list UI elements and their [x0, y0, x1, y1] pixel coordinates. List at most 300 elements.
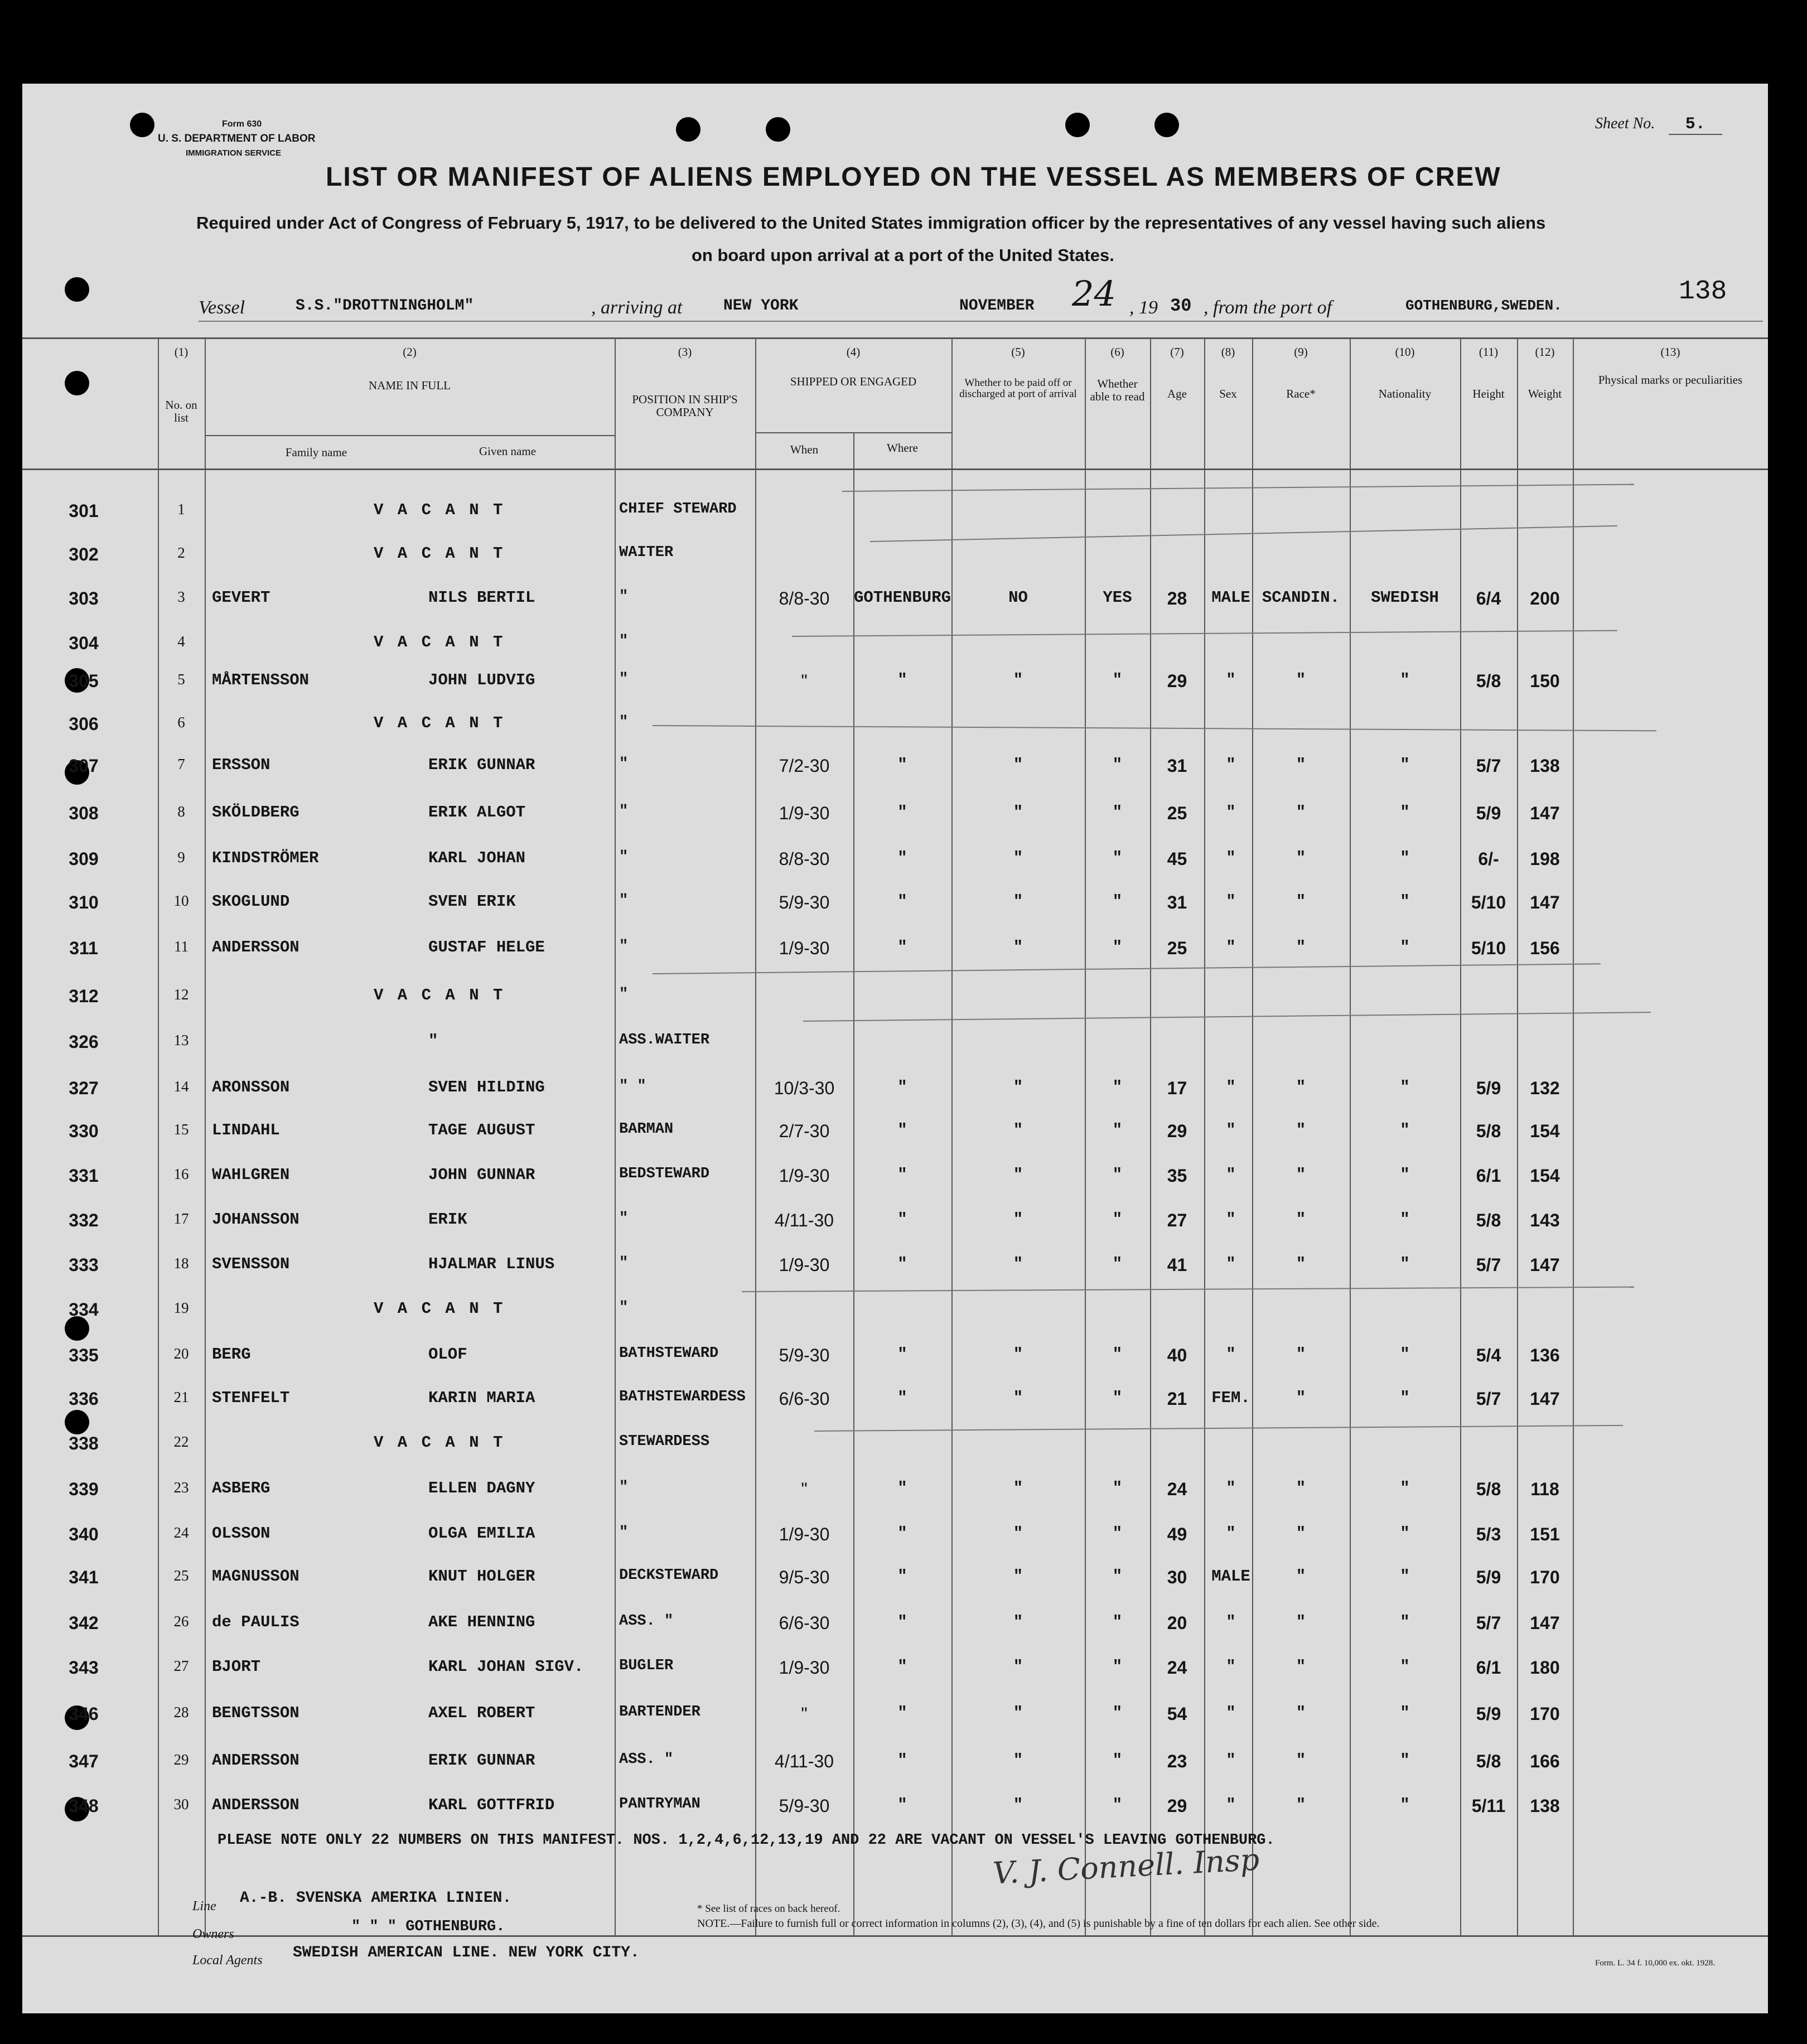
table-row — [22, 1389, 1768, 1411]
cell-paid: " — [1013, 1389, 1023, 1407]
arrival-year: 30 — [1170, 296, 1192, 316]
table-row — [22, 756, 1768, 778]
col9-header: Race* — [1286, 387, 1316, 400]
cell-when: 1/9-30 — [779, 1524, 830, 1544]
cell-margin: 347 — [69, 1751, 99, 1771]
cell-vacant: V A C A N T — [374, 633, 505, 651]
cell-no: 20 — [173, 1345, 189, 1362]
table-row — [22, 1567, 1768, 1589]
cell-given: HJALMAR LINUS — [428, 1255, 555, 1273]
vacancy-note: PLEASE NOTE ONLY 22 NUMBERS ON THIS MANIFEST. NOS. 1,2,4,6,12,13,19 AND 22 ARE VACANT ON VESSEL'S LEAVING GOTHENBURG. — [218, 1832, 1275, 1849]
cell-where: " — [897, 756, 907, 774]
cell-height: 5/3 — [1476, 1524, 1501, 1544]
cell-age: 24 — [1167, 1479, 1187, 1499]
cell-given: JOHN GUNNAR — [428, 1166, 535, 1184]
cell-given: ERIK — [428, 1210, 467, 1229]
cell-where: " — [897, 938, 907, 956]
cell-vacant: V A C A N T — [374, 1299, 505, 1318]
table-row — [22, 1751, 1768, 1774]
cell-margin: 310 — [69, 892, 99, 912]
table-row — [22, 1345, 1768, 1368]
cell-race: " — [1296, 1210, 1306, 1229]
cell-paid: " — [1013, 1658, 1023, 1676]
cell-read: " — [1112, 1479, 1123, 1497]
table-row — [22, 1704, 1768, 1726]
cell-position: DECKSTEWARD — [619, 1567, 719, 1584]
col3-header: POSITION IN SHIP'S COMPANY — [632, 393, 738, 419]
cell-position: STEWARDESS — [619, 1433, 710, 1450]
inspector-signature: V. J. Connell. Insp — [992, 1842, 1260, 1891]
cell-weight: 180 — [1530, 1658, 1560, 1678]
cell-nat: " — [1400, 1078, 1410, 1096]
cell-nat: " — [1400, 1345, 1410, 1364]
table-row — [22, 1299, 1768, 1322]
cell-race: " — [1296, 1613, 1306, 1631]
cell-where: " — [897, 671, 907, 689]
cell-where: " — [897, 1796, 907, 1814]
col13-number: (13) — [1660, 345, 1680, 359]
cell-position: " — [619, 1524, 629, 1541]
cell-family: de PAULIS — [212, 1613, 299, 1631]
cell-position: PANTRYMAN — [619, 1796, 700, 1813]
cell-no: 5 — [177, 671, 185, 688]
cell-position: " — [619, 938, 629, 955]
cell-position: CHIEF STEWARD — [619, 501, 737, 518]
cell-weight: 166 — [1530, 1751, 1560, 1771]
cell-where: " — [897, 1121, 907, 1139]
cell-given: SVEN ERIK — [428, 892, 516, 911]
col2-header: NAME IN FULL — [369, 379, 451, 392]
cell-height: 5/9 — [1476, 1567, 1501, 1587]
table-row — [22, 714, 1768, 736]
cell-read: " — [1112, 1210, 1123, 1229]
col6-number: (6) — [1110, 345, 1124, 359]
cell-no: 8 — [177, 803, 185, 820]
cell-paid: " — [1013, 1210, 1023, 1229]
cell-read: " — [1112, 1389, 1123, 1407]
cell-family: GEVERT — [212, 588, 270, 607]
col7-number: (7) — [1170, 345, 1184, 359]
cell-race: " — [1296, 1121, 1306, 1139]
cell-sex: " — [1226, 756, 1236, 774]
cell-when: 4/11-30 — [774, 1210, 834, 1230]
owners-label: Owners — [192, 1927, 234, 1941]
service-label: IMMIGRATION SERVICE — [186, 148, 282, 158]
cell-height: 5/9 — [1476, 1704, 1501, 1724]
cell-sex: " — [1226, 1524, 1236, 1543]
cell-position: BATHSTEWARD — [619, 1345, 719, 1362]
cell-position: " — [619, 1210, 629, 1227]
cell-margin: 309 — [69, 849, 99, 869]
cell-margin: 327 — [69, 1078, 99, 1098]
cell-given: TAGE AUGUST — [428, 1121, 535, 1139]
line-label: Line — [192, 1899, 216, 1913]
pencil-line — [742, 1287, 1634, 1292]
table-row — [22, 588, 1768, 611]
arrival-month: NOVEMBER — [959, 297, 1035, 315]
cell-position: BARTENDER — [619, 1704, 700, 1721]
cell-nat: " — [1400, 1751, 1410, 1770]
cell-height: 5/11 — [1471, 1796, 1506, 1816]
cell-race: " — [1296, 1479, 1306, 1497]
cell-age: 31 — [1167, 756, 1187, 776]
col2-number: (2) — [403, 345, 417, 359]
cell-sex: FEM. — [1211, 1389, 1250, 1407]
cell-no: 14 — [173, 1078, 189, 1095]
cell-where: " — [897, 1479, 907, 1497]
cell-sex: " — [1226, 1210, 1236, 1229]
cell-height: 5/8 — [1476, 1121, 1501, 1141]
cell-family: BJORT — [212, 1658, 261, 1676]
cell-margin: 306 — [69, 714, 99, 734]
cell-height: 5/7 — [1476, 1255, 1501, 1275]
cell-age: 41 — [1167, 1255, 1187, 1275]
col1-number: (1) — [174, 345, 189, 359]
table-row — [22, 1479, 1768, 1501]
cell-family: SKOGLUND — [212, 892, 290, 911]
cell-given: KARIN MARIA — [428, 1389, 535, 1407]
cell-family: ASBERG — [212, 1479, 270, 1497]
table-row — [22, 892, 1768, 915]
cell-weight: 151 — [1530, 1524, 1560, 1544]
cell-weight: 150 — [1530, 671, 1560, 691]
cell-read: " — [1112, 756, 1123, 774]
department-label: U. S. DEPARTMENT OF LABOR — [158, 133, 316, 144]
cell-weight: 170 — [1530, 1704, 1560, 1724]
cell-margin: 330 — [69, 1121, 99, 1141]
cell-paid: " — [1013, 1345, 1023, 1364]
col12-number: (12) — [1535, 345, 1555, 359]
cell-position: " — [619, 803, 629, 820]
cell-race: " — [1296, 1389, 1306, 1407]
cell-age: 20 — [1167, 1613, 1187, 1633]
col4-number: (4) — [846, 345, 861, 359]
cell-no: 28 — [173, 1704, 189, 1721]
cell-where: " — [897, 1389, 907, 1407]
cell-family: OLSSON — [212, 1524, 270, 1543]
cell-when: " — [801, 671, 808, 691]
cell-margin: 304 — [69, 633, 99, 653]
cell-sex: " — [1226, 1078, 1236, 1096]
cell-read: " — [1112, 1658, 1123, 1676]
cell-age: 54 — [1167, 1704, 1187, 1724]
cell-margin: 346 — [69, 1704, 99, 1724]
cell-when: 4/11-30 — [774, 1751, 834, 1771]
agents-value: SWEDISH AMERICAN LINE. NEW YORK CITY. — [293, 1944, 640, 1961]
table-row — [22, 1796, 1768, 1818]
cell-sex: " — [1226, 1121, 1236, 1139]
cell-given: " — [428, 1032, 438, 1050]
cell-paid: " — [1013, 1613, 1023, 1631]
cell-nat: " — [1400, 1479, 1410, 1497]
table-row — [22, 986, 1768, 1008]
cell-margin: 332 — [69, 1210, 99, 1230]
cell-nat: " — [1400, 892, 1410, 911]
cell-paid: " — [1013, 1121, 1023, 1139]
cell-weight: 200 — [1530, 588, 1560, 608]
cell-no: 25 — [173, 1567, 189, 1584]
cell-position: " — [619, 1479, 629, 1496]
cell-margin: 303 — [69, 588, 99, 608]
cell-weight: 154 — [1530, 1121, 1560, 1141]
subtitle-line-1: Required under Act of Congress of February 5, 1917, to be delivered to the United States immigration officer by the representatives of any vessel having such aliens — [196, 213, 1546, 233]
cell-race: " — [1296, 803, 1306, 822]
cell-position: " — [619, 892, 629, 909]
cell-family: STENFELT — [212, 1389, 290, 1407]
cell-height: 5/10 — [1471, 938, 1506, 958]
cell-when: 6/6-30 — [779, 1613, 830, 1633]
cell-no: 30 — [173, 1796, 189, 1813]
cell-given: KARL GOTTFRID — [428, 1796, 555, 1814]
cell-when: 10/3-30 — [774, 1078, 835, 1098]
cell-vacant: V A C A N T — [374, 501, 505, 519]
cell-no: 15 — [173, 1121, 189, 1138]
cell-vacant: V A C A N T — [374, 544, 505, 563]
footer-rule — [22, 1935, 1768, 1937]
punch-hole — [65, 1410, 89, 1434]
col12-header: Weight — [1528, 387, 1562, 400]
cell-margin: 342 — [69, 1613, 99, 1633]
cell-sex: " — [1226, 803, 1236, 822]
cell-when: 6/6-30 — [779, 1389, 830, 1409]
cell-given: SVEN HILDING — [428, 1078, 545, 1096]
cell-weight: 136 — [1530, 1345, 1560, 1365]
arrival-port: NEW YORK — [723, 297, 799, 315]
owners-value: " " " GOTHENBURG. — [351, 1919, 505, 1935]
year-prefix: , 19 — [1129, 297, 1158, 318]
cell-sex: " — [1226, 849, 1236, 867]
cell-margin: 305 — [69, 671, 99, 691]
cell-read: " — [1112, 1751, 1123, 1770]
cell-paid: " — [1013, 849, 1023, 867]
cell-weight: 156 — [1530, 938, 1560, 958]
cell-family: ANDERSSON — [212, 1796, 299, 1814]
port-label: , from the port of — [1204, 297, 1332, 318]
cell-given: KNUT HOLGER — [428, 1567, 535, 1586]
col8-number: (8) — [1221, 345, 1235, 359]
cell-margin: 336 — [69, 1389, 99, 1409]
arrival-day: 24 — [1072, 273, 1116, 314]
cell-nat: " — [1400, 803, 1410, 822]
cell-height: 5/4 — [1476, 1345, 1501, 1365]
col4-when-header: When — [790, 443, 819, 456]
cell-read: " — [1112, 1567, 1123, 1586]
cell-sex: " — [1226, 1796, 1236, 1814]
col13-header: Physical marks or peculiarities — [1598, 373, 1743, 386]
cell-position: " — [619, 671, 629, 688]
cell-read: " — [1112, 1524, 1123, 1543]
cell-race: " — [1296, 938, 1306, 956]
table-row — [22, 544, 1768, 567]
punch-hole — [130, 113, 154, 137]
cell-margin: 341 — [69, 1567, 99, 1587]
cell-sex: " — [1226, 1658, 1236, 1676]
cell-where: " — [897, 1613, 907, 1631]
cell-margin: 308 — [69, 803, 99, 823]
cell-sex: MALE — [1211, 588, 1250, 607]
pencil-line — [653, 963, 1601, 974]
cell-family: MÅRTENSSON — [212, 671, 310, 689]
cell-paid: " — [1013, 1479, 1023, 1497]
table-row — [22, 1433, 1768, 1456]
cell-position: " — [619, 588, 629, 605]
cell-weight: 118 — [1530, 1479, 1559, 1499]
cell-sex: " — [1226, 938, 1236, 956]
cell-read: " — [1112, 1796, 1123, 1814]
cell-age: 29 — [1167, 1796, 1187, 1816]
cell-read: " — [1112, 1078, 1123, 1096]
cell-read: " — [1112, 1166, 1123, 1184]
cell-family: MAGNUSSON — [212, 1567, 299, 1586]
cell-position: WAITER — [619, 544, 674, 561]
cell-height: 5/8 — [1476, 1479, 1501, 1499]
table-row — [22, 1121, 1768, 1143]
col7-header: Age — [1167, 387, 1187, 400]
cell-paid: " — [1013, 1704, 1023, 1722]
cell-sex: " — [1226, 892, 1236, 911]
cell-where: " — [897, 892, 907, 911]
table-row — [22, 501, 1768, 523]
cell-no: 21 — [173, 1389, 189, 1405]
cell-family: ANDERSSON — [212, 938, 299, 956]
punch-hole — [65, 277, 89, 302]
cell-where: " — [897, 1210, 907, 1229]
cell-nat: " — [1400, 1210, 1410, 1229]
cell-nat: " — [1400, 938, 1410, 956]
cell-when: " — [801, 1704, 808, 1724]
cell-paid: " — [1013, 1255, 1023, 1273]
cell-height: 5/9 — [1476, 803, 1501, 823]
cell-nat: " — [1400, 1524, 1410, 1543]
cell-given: KARL JOHAN SIGV. — [428, 1658, 584, 1676]
cell-when: 5/9-30 — [779, 892, 830, 912]
cell-when: 1/9-30 — [779, 1255, 830, 1275]
cell-height: 5/7 — [1476, 1389, 1501, 1409]
cell-age: 24 — [1167, 1658, 1187, 1678]
cell-no: 22 — [173, 1433, 189, 1450]
subtitle-line-2: on board upon arrival at a port of the United States. — [692, 245, 1114, 265]
penalty-note: NOTE.—Failure to furnish full or correct information in columns (2), (3), (4), and (5) is punishable by a fine of ten dollars for each alien. See other side. — [697, 1917, 1380, 1930]
arriving-label: , arriving at — [591, 297, 683, 318]
cell-no: 2 — [177, 544, 185, 561]
cell-position: " — [619, 849, 629, 866]
table-row — [22, 633, 1768, 655]
cell-read: " — [1112, 1255, 1123, 1273]
cell-paid: " — [1013, 1796, 1023, 1814]
col10-number: (10) — [1395, 345, 1415, 359]
header-bottom-rule — [22, 468, 1768, 470]
cell-sex: " — [1226, 1479, 1236, 1497]
cell-race: " — [1296, 1345, 1306, 1364]
cell-family: LINDAHL — [212, 1121, 280, 1139]
cell-read: " — [1112, 1704, 1123, 1722]
cell-no: 7 — [177, 756, 185, 772]
cell-when: 7/2-30 — [779, 756, 830, 776]
name-sub-rule — [205, 435, 615, 436]
cell-given: OLGA EMILIA — [428, 1524, 535, 1543]
cell-family: JOHANSSON — [212, 1210, 299, 1229]
cell-age: 25 — [1167, 938, 1187, 958]
cell-when: 5/9-30 — [779, 1345, 830, 1365]
cell-read: " — [1112, 1345, 1123, 1364]
table-row — [22, 1658, 1768, 1680]
cell-where: " — [897, 1345, 907, 1364]
vessel-name: S.S."DROTTNINGHOLM" — [296, 297, 474, 315]
cell-no: 13 — [173, 1032, 189, 1048]
cell-position: BARMAN — [619, 1121, 674, 1138]
cell-no: 24 — [173, 1524, 189, 1541]
cell-read: " — [1112, 892, 1123, 911]
table-row — [22, 1524, 1768, 1547]
cell-where: GOTHENBURG — [853, 588, 951, 607]
cell-race: " — [1296, 1166, 1306, 1184]
cell-race: " — [1296, 892, 1306, 911]
table-row — [22, 671, 1768, 693]
cell-vacant: V A C A N T — [374, 714, 505, 732]
cell-nat: " — [1400, 756, 1410, 774]
cell-age: 21 — [1167, 1389, 1187, 1409]
col2-family-header: Family name — [285, 446, 347, 459]
cell-no: 12 — [173, 986, 189, 1003]
cell-position: " — [619, 714, 629, 731]
cell-paid: " — [1013, 1567, 1023, 1586]
cell-weight: 147 — [1530, 1613, 1560, 1633]
cell-race: SCANDIN. — [1262, 588, 1340, 607]
cell-nat: " — [1400, 1255, 1410, 1273]
cell-where: " — [897, 1166, 907, 1184]
col8-header: Sex — [1219, 387, 1237, 400]
cell-sex: " — [1226, 1613, 1236, 1631]
cell-family: BENGTSSON — [212, 1704, 299, 1722]
cell-when: 2/7-30 — [779, 1121, 830, 1141]
cell-no: 4 — [177, 633, 185, 650]
cell-position: " " — [619, 1078, 646, 1095]
punch-hole — [766, 117, 790, 142]
cell-read: " — [1112, 803, 1123, 822]
cell-when: 1/9-30 — [779, 1658, 830, 1678]
cell-paid: " — [1013, 892, 1023, 911]
cell-read: " — [1112, 1613, 1123, 1631]
cell-margin: 326 — [69, 1032, 99, 1052]
print-note: Form. L. 34 f. 10,000 ex. okt. 1928. — [1595, 1959, 1715, 1968]
cell-position: " — [619, 633, 629, 650]
cell-position: " — [619, 756, 629, 772]
cell-age: 27 — [1167, 1210, 1187, 1230]
cell-age: 35 — [1167, 1166, 1187, 1186]
cell-margin: 338 — [69, 1433, 99, 1453]
cell-given: NILS BERTIL — [428, 588, 535, 607]
cell-where: " — [897, 1524, 907, 1543]
punch-hole — [1154, 113, 1179, 137]
col5-header: Whether to be paid off or discharged at port of arrival — [959, 377, 1077, 400]
cell-paid: " — [1013, 1751, 1023, 1770]
cell-when: 1/9-30 — [779, 803, 830, 823]
cell-sex: MALE — [1211, 1567, 1250, 1586]
cell-nat: " — [1400, 1166, 1410, 1184]
cell-sex: " — [1226, 1345, 1236, 1364]
cell-paid: NO — [1008, 588, 1028, 607]
col2-given-header: Given name — [479, 444, 537, 458]
cell-no: 18 — [173, 1255, 189, 1272]
sheet-label: Sheet No. — [1595, 115, 1655, 132]
cell-nat: " — [1400, 1613, 1410, 1631]
cell-weight: 147 — [1530, 1389, 1560, 1409]
col3-number: (3) — [678, 345, 692, 359]
page-title: LIST OR MANIFEST OF ALIENS EMPLOYED ON THE VESSEL AS MEMBERS OF CREW — [326, 162, 1501, 192]
cell-position: BEDSTEWARD — [619, 1166, 710, 1182]
cell-age: 30 — [1167, 1567, 1187, 1587]
punch-hole — [676, 117, 700, 142]
